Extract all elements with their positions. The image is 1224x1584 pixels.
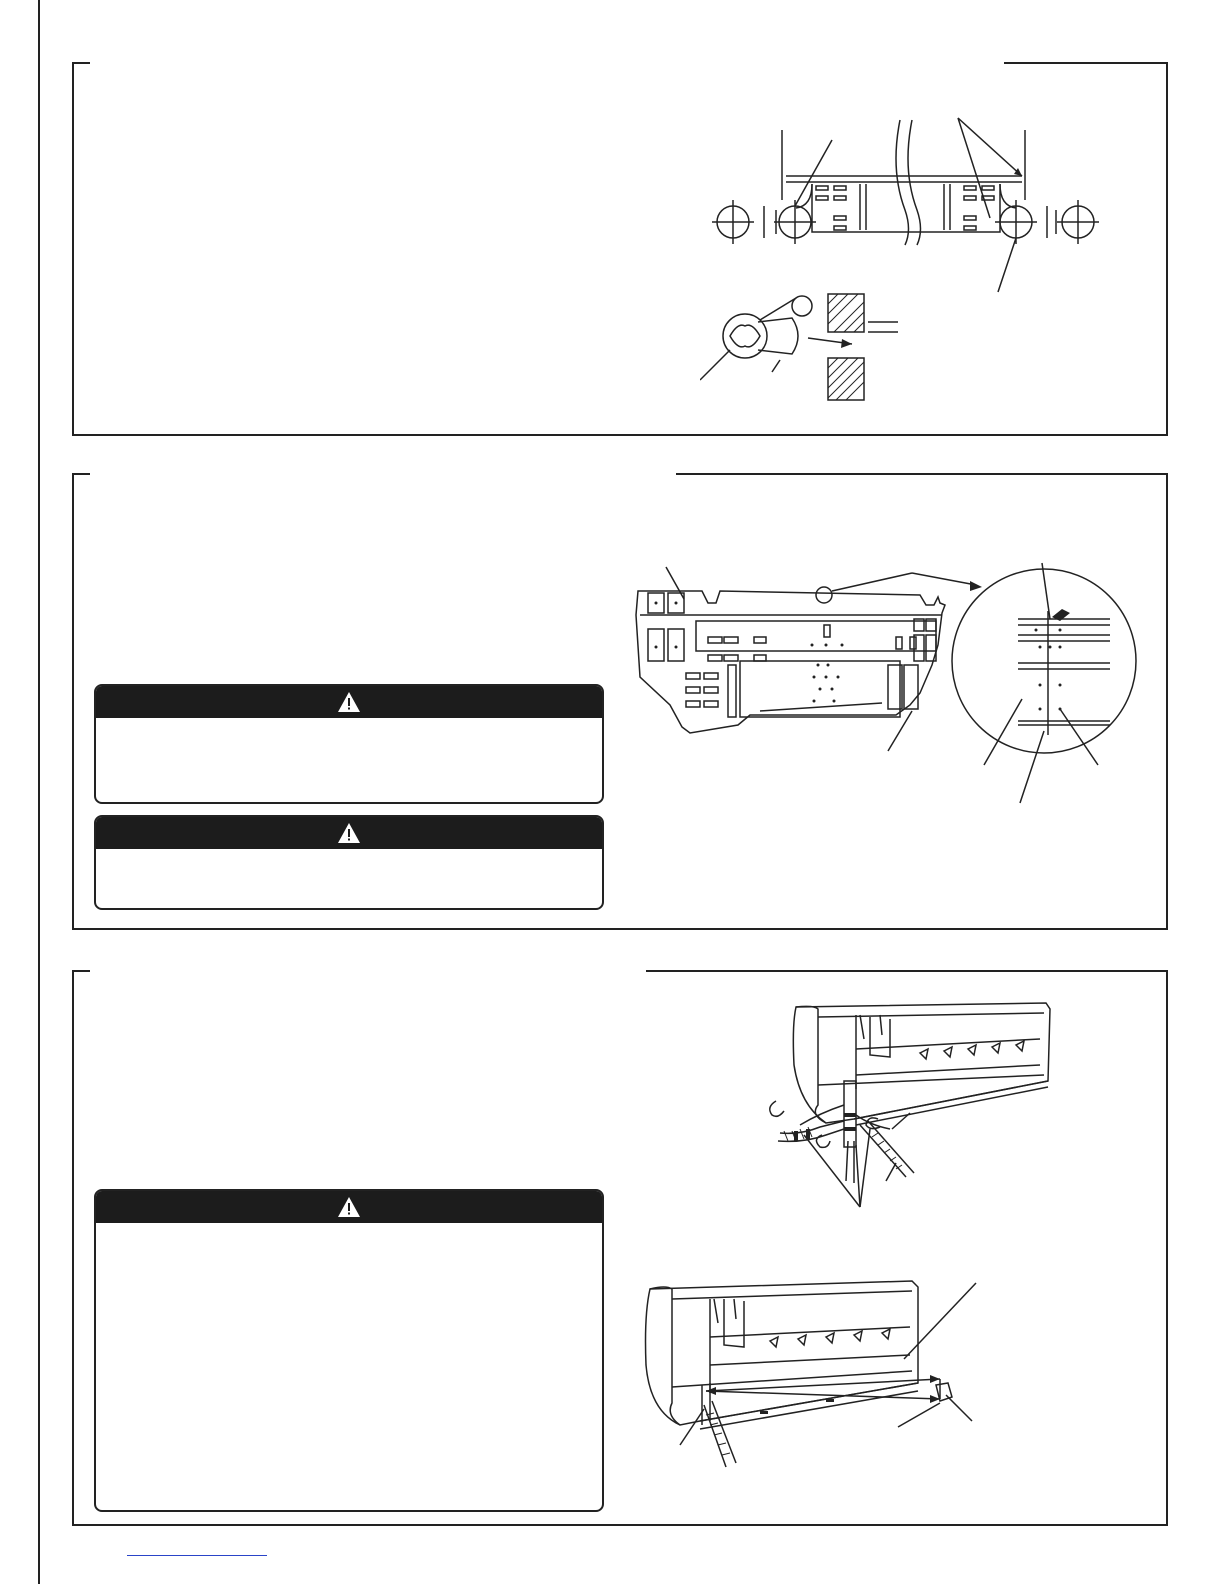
warning-text	[96, 718, 602, 734]
warning-header	[96, 1191, 602, 1223]
warning-box	[94, 684, 604, 804]
footer-link[interactable]	[127, 1555, 267, 1556]
warning-text	[96, 849, 602, 865]
mounting-plate-diagram	[620, 555, 1160, 815]
frame-top-right	[646, 970, 1168, 972]
warning-box	[94, 1189, 604, 1512]
frame-top-left	[72, 473, 90, 475]
frame-top-right	[676, 473, 1168, 475]
frame-top-left	[72, 62, 90, 64]
bolt-hole-diagram	[700, 110, 1120, 410]
warning-box	[94, 815, 604, 910]
warning-text	[96, 1223, 602, 1239]
indoor-unit-drain-diagram	[640, 1275, 1020, 1475]
indoor-unit-piping-diagram	[760, 995, 1060, 1225]
warning-triangle-icon	[337, 691, 361, 713]
warning-header	[96, 686, 602, 718]
warning-triangle-icon	[337, 1196, 361, 1218]
frame-top-right	[1004, 62, 1168, 64]
frame-top-left	[72, 970, 90, 972]
warning-triangle-icon	[337, 822, 361, 844]
warning-header	[96, 817, 602, 849]
binding-edge-line	[38, 0, 40, 1584]
